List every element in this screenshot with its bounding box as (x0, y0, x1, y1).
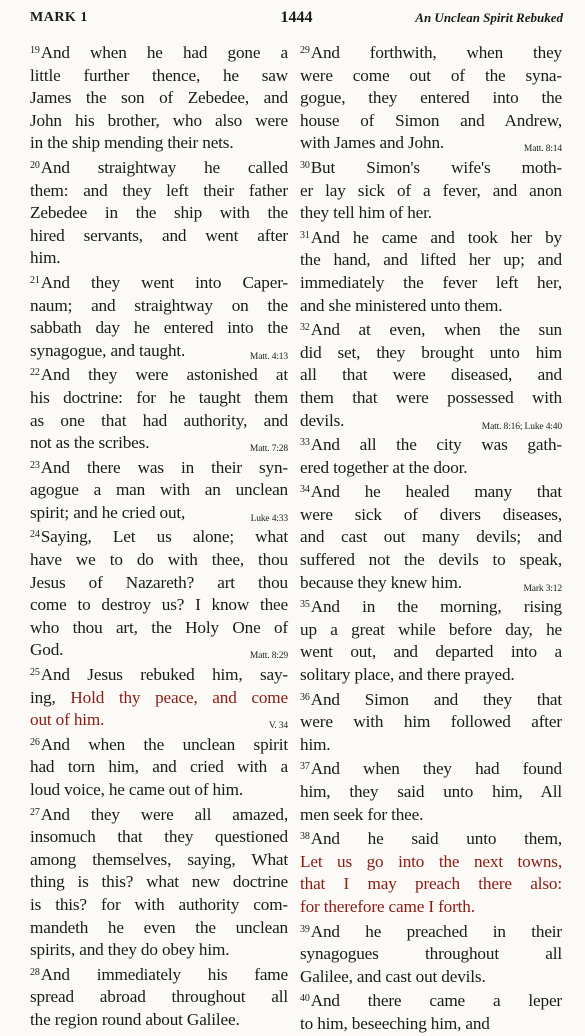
verse-text: immediately the fever left her, (300, 272, 562, 292)
text-line (300, 202, 562, 225)
verse-number: 27 (30, 806, 40, 818)
verse-text: who thou art, the Holy One of (30, 617, 288, 637)
verse-text: Jesus of Nazareth? art thou (30, 572, 288, 592)
text-line (30, 110, 288, 133)
text-line (30, 802, 288, 827)
text-line (30, 962, 288, 987)
text-line (300, 851, 562, 874)
page-number: 1444 (280, 9, 313, 26)
text-line (30, 826, 288, 849)
verse-text: And at even, when the sun (310, 320, 562, 340)
text-line (30, 1009, 288, 1032)
words-of-jesus: out of him. (30, 710, 105, 730)
verse-number: 36 (300, 691, 310, 703)
verse-text: is this? for with authority com- (30, 894, 288, 914)
verse-text: And they were astonished at (40, 365, 288, 385)
text-line (300, 479, 562, 504)
text-line (30, 295, 288, 318)
verse-text: him, they said unto him, All (300, 782, 562, 801)
verse-text: ing, (30, 687, 71, 707)
verse-text: sabbath day he entered into the (30, 318, 288, 338)
text-line (300, 364, 562, 387)
verse-text: and cast out many devils; and (300, 527, 562, 547)
verse-text: agogue a man with an unclean (30, 480, 288, 500)
words-of-jesus: that I may preach there also: (300, 874, 562, 894)
verse-text: men seek for thee. (300, 804, 424, 824)
verse-text: spirits, and they do obey him. (30, 940, 230, 960)
verse-text: hired servants, and went after (30, 225, 288, 245)
verse-text: come to destroy us? I know thee (30, 595, 288, 615)
cross-reference: V. 34 (268, 721, 288, 732)
text-line (30, 917, 288, 940)
text-line (30, 617, 288, 640)
verse-text: And he came and took her by (310, 227, 562, 247)
text-line (300, 572, 562, 595)
verse-text: were come out of the syna- (300, 65, 562, 85)
text-line (300, 687, 562, 712)
verse-number: 24 (30, 529, 40, 541)
verse-text: And when they had found (310, 759, 562, 779)
verse-text: naum; and straightway on the (30, 295, 288, 315)
text-line (300, 40, 562, 65)
verse-number: 39 (300, 923, 310, 935)
text-line (300, 1013, 562, 1036)
text-line (300, 410, 562, 433)
page-header (30, 6, 563, 30)
text-line (30, 65, 288, 88)
text-line (30, 410, 288, 433)
text-line (300, 988, 562, 1013)
verse-text: And there came a leper (310, 991, 562, 1011)
verse-text: had torn him, and cried with a (30, 757, 288, 777)
text-line (30, 132, 288, 155)
text-line (30, 479, 288, 502)
text-line (300, 225, 562, 250)
text-line (30, 502, 288, 525)
verse-text: thing is this? what new doctrine (30, 872, 288, 892)
text-line (300, 249, 562, 272)
cross-reference: Matt. 8:16; Luke 4:40 (481, 421, 562, 432)
text-line (300, 619, 562, 642)
text-line (300, 804, 562, 827)
verse-text: him. (30, 248, 61, 268)
text-line (30, 340, 288, 363)
verse-text: them: and they left their father (30, 180, 288, 200)
text-line (30, 756, 288, 779)
verse-number: 21 (30, 274, 40, 286)
verse-text: ered together at the door. (300, 457, 468, 477)
verse-text: were with him followed after (300, 712, 562, 732)
left-column (30, 40, 288, 1032)
verse-number: 30 (300, 159, 310, 171)
book-chapter: MARK 1 (30, 10, 88, 25)
text-line (300, 317, 562, 342)
verse-text: insomuch that they questioned (30, 827, 288, 847)
text-line (30, 180, 288, 203)
text-line (300, 526, 562, 549)
text-line (300, 504, 562, 527)
verse-text: And all the city was gath- (310, 435, 562, 455)
text-line (30, 849, 288, 872)
verse-text: solitary place, and there prayed. (300, 665, 515, 685)
verse-text: And Jesus rebuked him, say- (40, 665, 288, 685)
verse-text: synagogue, and taught. (30, 340, 186, 360)
verse-text: James the son of Zebedee, and (30, 88, 288, 108)
verse-text: And forthwith, when they (310, 43, 562, 62)
verse-text: as one that had authority, and (30, 410, 288, 430)
verse-text: them that were possessed with (300, 387, 562, 407)
verse-number: 25 (30, 667, 40, 679)
text-line (30, 939, 288, 962)
verse-text: suffered not the devils to speak, (300, 550, 562, 570)
verse-text: er lay sick of a fever, and anon (300, 180, 562, 200)
text-line (300, 641, 562, 664)
verse-text: And Simon and they that (310, 689, 562, 709)
verse-text: because they knew him. (300, 572, 462, 592)
verse-text: Galilee, and cast out devils. (300, 966, 486, 986)
text-line (30, 247, 288, 270)
text-line (300, 896, 562, 919)
verse-text: Zebedee in the ship with the (30, 203, 288, 223)
text-line (300, 943, 562, 966)
verse-text: And when he had gone a (40, 43, 288, 62)
verse-number: 20 (30, 159, 40, 171)
verse-text: among themselves, saying, What (30, 849, 288, 869)
verse-number: 22 (30, 367, 40, 379)
text-line (300, 457, 562, 480)
verse-text: And he said unto them, (310, 829, 562, 849)
verse-text: And immediately his fame (40, 964, 288, 984)
verse-number: 35 (300, 599, 310, 611)
verse-text: his doctrine: for he taught them (30, 387, 288, 407)
text-line (30, 270, 288, 295)
verse-text: And when the unclean spirit (40, 734, 288, 754)
verse-number: 19 (30, 45, 40, 56)
verse-text: And there was in their syn- (40, 457, 288, 477)
text-line (30, 549, 288, 572)
text-line (30, 986, 288, 1009)
verse-text: And they were all amazed, (40, 804, 288, 824)
text-line (300, 272, 562, 295)
verse-number: 38 (300, 831, 310, 843)
verse-text: the region round about Galilee. (30, 1009, 240, 1029)
text-line (300, 132, 562, 155)
cross-reference: Matt. 7:28 (249, 444, 288, 455)
text-line (30, 687, 288, 710)
text-line (30, 594, 288, 617)
text-line (300, 65, 562, 88)
verse-text: have we to do with thee, thou (30, 550, 288, 570)
verse-text: not as the scribes. (30, 433, 150, 453)
verse-text: And they went into Caper- (40, 272, 288, 292)
verse-number: 33 (300, 437, 310, 449)
text-line (300, 87, 562, 110)
verse-number: 23 (30, 459, 40, 471)
verse-text: they tell him of her. (300, 203, 432, 223)
text-line (30, 155, 288, 180)
text-line (300, 711, 562, 734)
text-line (30, 871, 288, 894)
verse-number: 40 (300, 993, 310, 1005)
text-line (30, 317, 288, 340)
text-line (300, 966, 562, 989)
text-line (300, 826, 562, 851)
verse-text: spread abroad throughout all (30, 987, 288, 1007)
text-line (300, 756, 562, 781)
text-line (300, 549, 562, 572)
text-line (30, 572, 288, 595)
verse-text: him. (300, 734, 331, 754)
verse-text: And straightway he called (40, 157, 288, 177)
text-line (30, 40, 288, 65)
text-line (30, 732, 288, 757)
verse-text: up a great while before day, he (300, 619, 562, 639)
text-line (300, 734, 562, 757)
text-line (30, 639, 288, 662)
cross-reference: Matt. 4:13 (249, 351, 288, 362)
text-line (30, 432, 288, 455)
text-line (30, 225, 288, 248)
verse-text: John his brother, who also were (30, 110, 288, 130)
verse-text: gogue, they entered into the (300, 88, 562, 108)
verse-text: little further thence, he saw (30, 65, 288, 85)
verse-text: mandeth he even the unclean (30, 917, 288, 937)
verse-number: 32 (300, 322, 310, 334)
text-line (300, 873, 562, 896)
text-line (30, 202, 288, 225)
text-line (30, 779, 288, 802)
verse-text: But Simon's wife's moth- (310, 157, 562, 177)
text-line (30, 87, 288, 110)
text-line (300, 781, 562, 804)
verse-text: spirit; and he cried out, (30, 502, 186, 522)
verse-number: 29 (300, 45, 310, 56)
text-line (30, 709, 288, 732)
verse-number: 34 (300, 484, 310, 496)
text-line (300, 919, 562, 944)
text-line (300, 155, 562, 180)
text-line (300, 664, 562, 687)
verse-number: 37 (300, 761, 310, 773)
text-line (300, 342, 562, 365)
text-line (30, 387, 288, 410)
words-of-jesus: for therefore came I forth. (300, 896, 475, 916)
section-title: An Unclean Spirit Rebuked (415, 10, 563, 25)
verse-text: the hand, and lifted her up; and (300, 250, 562, 270)
verse-text: did set, they brought unto him (300, 342, 562, 362)
verse-text: house of Simon and Andrew, (300, 110, 562, 130)
text-line (300, 295, 562, 318)
words-of-jesus: Hold thy peace, and come (70, 687, 288, 707)
cross-reference: Luke 4:33 (250, 513, 288, 524)
text-line (300, 110, 562, 133)
cross-reference: Matt. 8:29 (249, 651, 288, 662)
verse-text: And in the morning, rising (310, 597, 562, 617)
cross-reference: Matt. 8:14 (523, 144, 562, 155)
verse-text: Saying, Let us alone; what (40, 527, 288, 547)
right-column (300, 40, 562, 1036)
text-line (30, 524, 288, 549)
verse-number: 26 (30, 736, 40, 748)
verse-text: synagogues throughout all (300, 944, 562, 964)
words-of-jesus: Let us go into the next towns, (300, 851, 562, 871)
verse-text: with James and John. (300, 133, 445, 153)
verse-text: were sick of divers diseases, (300, 504, 562, 524)
cross-reference: Mark 3:12 (523, 583, 562, 594)
verse-text: And he healed many that (310, 482, 562, 502)
verse-text: all that were diseased, and (300, 365, 562, 385)
text-line (30, 894, 288, 917)
verse-text: to him, beseeching him, and (300, 1013, 490, 1033)
text-line (300, 387, 562, 410)
verse-text: God. (30, 640, 64, 660)
verse-text: loud voice, he came out of him. (30, 780, 243, 799)
verse-number: 28 (30, 966, 40, 978)
verse-text: in the ship mending their nets. (30, 133, 234, 153)
verse-text: And he preached in their (310, 921, 562, 941)
verse-text: went out, and departed into a (300, 642, 562, 662)
verse-text: devils. (300, 410, 345, 430)
verse-number: 31 (300, 229, 310, 241)
text-line (300, 180, 562, 203)
verse-text: and she ministered unto them. (300, 295, 503, 315)
